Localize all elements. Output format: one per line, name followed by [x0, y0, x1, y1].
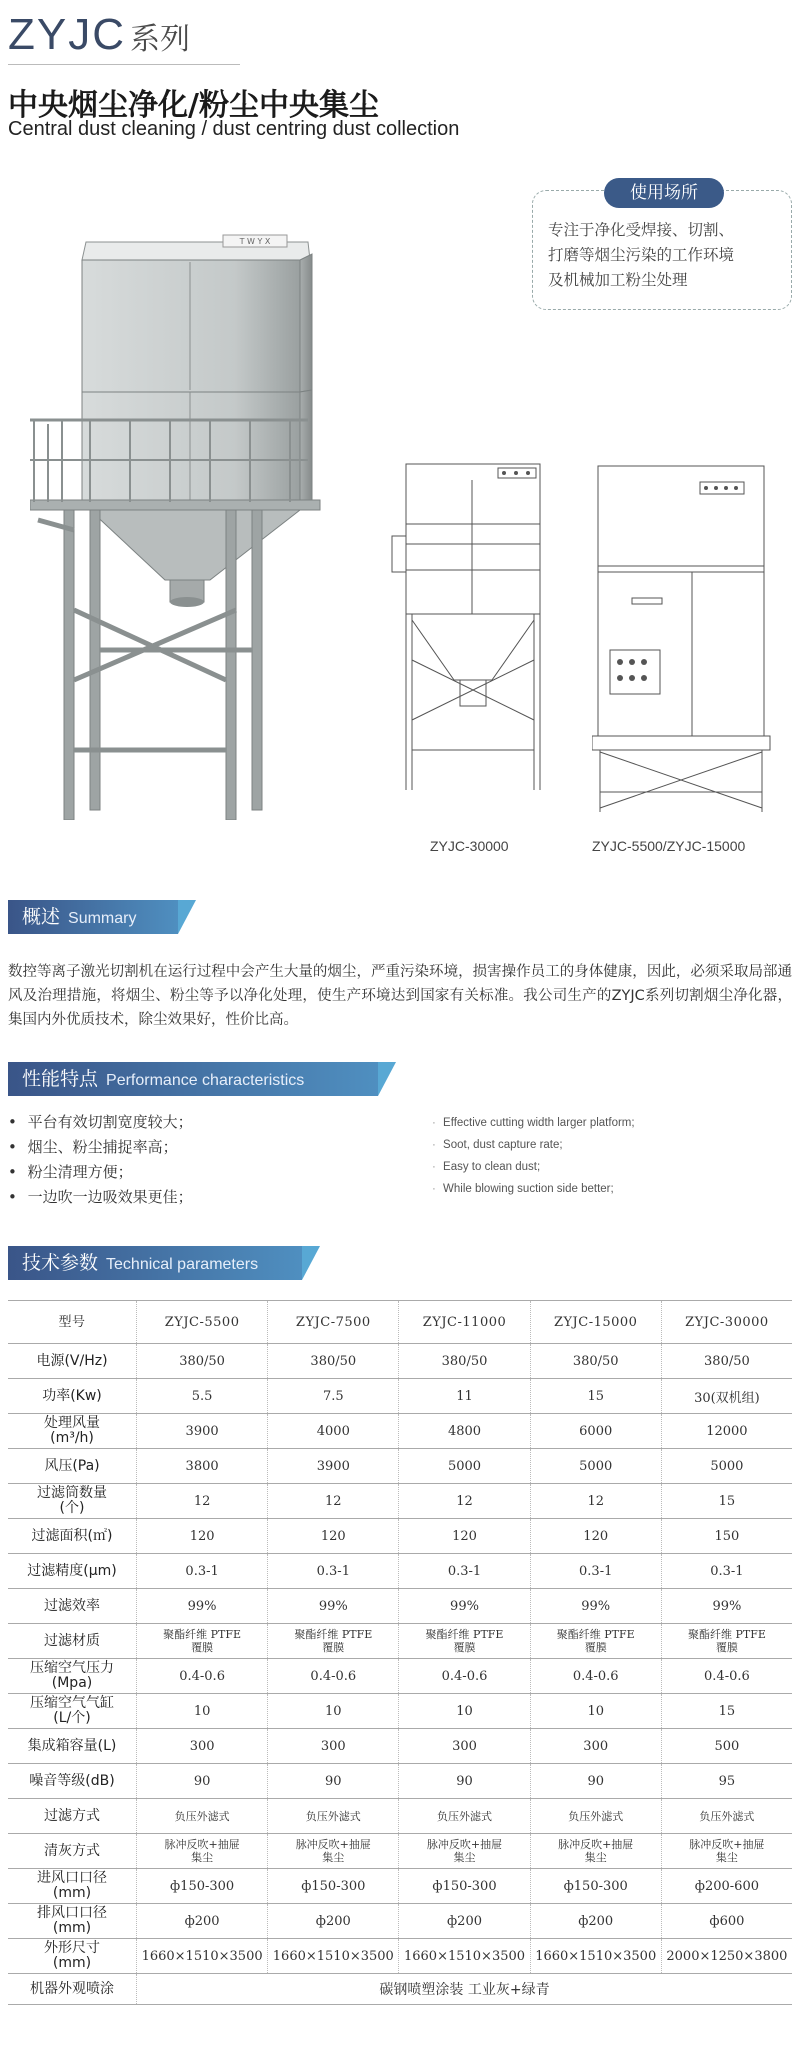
- table-row: [8, 1939, 792, 1974]
- table-cell: 3900: [268, 1449, 399, 1484]
- table-cell: 负压外滤式: [530, 1799, 661, 1834]
- table-row: [8, 1484, 792, 1519]
- table-cell: 0.4-0.6: [268, 1659, 399, 1694]
- usage-line: 专注于净化受焊接、切割、: [548, 221, 735, 239]
- table-footer-row: [8, 1974, 792, 2005]
- table-cell: 380/50: [268, 1344, 399, 1379]
- drawing-zyjc-30000: [388, 460, 548, 800]
- table-cell: 500: [661, 1729, 792, 1764]
- table-cell: ф200: [530, 1904, 661, 1939]
- table-cell: 聚酯纤维 PTFE 覆膜: [137, 1624, 268, 1659]
- table-cell: 脉冲反吹+抽屉 集尘: [530, 1834, 661, 1869]
- table-row: [8, 1834, 792, 1869]
- table-cell: 5000: [399, 1449, 530, 1484]
- row-label: 过滤精度(μm): [8, 1554, 137, 1589]
- series-code: ZYJC: [8, 10, 126, 59]
- table-cell: 负压外滤式: [661, 1799, 792, 1834]
- table-cell: 15: [661, 1484, 792, 1519]
- table-cell: ф200: [137, 1904, 268, 1939]
- column-header: ZYJC-7500: [268, 1301, 399, 1344]
- table-cell: 11: [399, 1379, 530, 1414]
- table-cell: 12000: [661, 1414, 792, 1449]
- table-cell: 脉冲反吹+抽屉 集尘: [399, 1834, 530, 1869]
- table-row: [8, 1764, 792, 1799]
- table-cell: 1660×1510×3500: [530, 1939, 661, 1974]
- table-cell: 7.5: [268, 1379, 399, 1414]
- table-row: [8, 1589, 792, 1624]
- table-cell: 12: [399, 1484, 530, 1519]
- table-cell: 10: [530, 1694, 661, 1729]
- list-item: · Easy to clean dust;: [432, 1156, 635, 1178]
- usage-text: [548, 218, 784, 293]
- table-row: [8, 1659, 792, 1694]
- row-label: 过滤效率: [8, 1589, 137, 1624]
- technical-heading-en: Technical parameters: [106, 1256, 259, 1273]
- row-label: 处理风量 (m³/h): [8, 1414, 137, 1449]
- table-cell: 脉冲反吹+抽屉 集尘: [268, 1834, 399, 1869]
- table-cell: 脉冲反吹+抽屉 集尘: [137, 1834, 268, 1869]
- table-cell: 碳钢喷塑涂装 工业灰+绿青: [137, 1974, 793, 2005]
- table-row: [8, 1414, 792, 1449]
- table-cell: 150: [661, 1519, 792, 1554]
- table-cell: 120: [399, 1519, 530, 1554]
- table-row: [8, 1554, 792, 1589]
- table-cell: 4000: [268, 1414, 399, 1449]
- table-cell: 2000×1250×3800: [661, 1939, 792, 1974]
- table-cell: ф150-300: [137, 1869, 268, 1904]
- table-cell: 脉冲反吹+抽屉 集尘: [661, 1834, 792, 1869]
- row-label: 风压(Pa): [8, 1449, 137, 1484]
- table-row: [8, 1449, 792, 1484]
- table-row: [8, 1869, 792, 1904]
- usage-line: 打磨等烟尘污染的工作环境: [548, 246, 735, 264]
- series-suffix: 系列: [130, 23, 190, 56]
- title-divider: [8, 64, 240, 65]
- table-cell: 5000: [661, 1449, 792, 1484]
- summary-text: 数控等离子激光切割机在运行过程中会产生大量的烟尘，严重污染环境，损害操作员工的身体健康，因此，必须采取局部通风及治理措施，将烟尘、粉尘等予以净化处理，使生产环境达到国家有关标准。我公司生产的ZYJC系列切割烟尘净化器，集国内外优质技术，除尘效果好，性价比高。: [8, 964, 792, 1028]
- performance-list-en: [432, 1112, 635, 1200]
- column-header: ZYJC-11000: [399, 1301, 530, 1344]
- table-cell: 3800: [137, 1449, 268, 1484]
- table-cell: ф150-300: [268, 1869, 399, 1904]
- page-subtitle: Central dust cleaning / dust centring dust collection: [8, 118, 460, 140]
- table-cell: 负压外滤式: [137, 1799, 268, 1834]
- table-cell: 0.3-1: [530, 1554, 661, 1589]
- series-title: [8, 10, 190, 60]
- technical-heading: [8, 1246, 302, 1280]
- list-item: • 一边吹一边吸效果更佳；: [8, 1185, 193, 1210]
- summary-heading: [8, 900, 178, 934]
- table-cell: 负压外滤式: [399, 1799, 530, 1834]
- table-cell: 10: [137, 1694, 268, 1729]
- table-cell: ф200: [399, 1904, 530, 1939]
- row-label: 过滤方式: [8, 1799, 137, 1834]
- row-label: 过滤面积(㎡): [8, 1519, 137, 1554]
- row-label: 噪音等级(dB): [8, 1764, 137, 1799]
- table-cell: 380/50: [137, 1344, 268, 1379]
- list-item: · Effective cutting width larger platform;: [432, 1112, 635, 1134]
- table-cell: 0.4-0.6: [137, 1659, 268, 1694]
- table-cell: 300: [530, 1729, 661, 1764]
- table-row: [8, 1379, 792, 1414]
- table-cell: 聚酯纤维 PTFE 覆膜: [399, 1624, 530, 1659]
- table-cell: 90: [530, 1764, 661, 1799]
- table-cell: 0.3-1: [399, 1554, 530, 1589]
- table-cell: 12: [530, 1484, 661, 1519]
- table-cell: 380/50: [530, 1344, 661, 1379]
- column-header: ZYJC-30000: [661, 1301, 792, 1344]
- table-cell: 0.4-0.6: [399, 1659, 530, 1694]
- table-cell: ф200-600: [661, 1869, 792, 1904]
- table-cell: 99%: [268, 1589, 399, 1624]
- table-cell: 99%: [137, 1589, 268, 1624]
- table-cell: 5000: [530, 1449, 661, 1484]
- row-label: 集成箱容量(L): [8, 1729, 137, 1764]
- column-header: ZYJC-15000: [530, 1301, 661, 1344]
- table-cell: 300: [137, 1729, 268, 1764]
- performance-heading-cn: 性能特点: [22, 1068, 99, 1090]
- row-label: 电源(V/Hz): [8, 1344, 137, 1379]
- performance-list-cn: [8, 1110, 193, 1210]
- row-label: 功率(Kw): [8, 1379, 137, 1414]
- table-row: [8, 1729, 792, 1764]
- row-label: 外形尺寸 (mm): [8, 1939, 137, 1974]
- table-cell: 90: [399, 1764, 530, 1799]
- table-cell: 120: [268, 1519, 399, 1554]
- summary-heading-en: Summary: [68, 910, 137, 927]
- figure-label-a: ZYJC-30000: [430, 838, 509, 854]
- performance-heading-en: Performance characteristics: [106, 1072, 305, 1089]
- column-header-model: 型号: [8, 1301, 137, 1344]
- table-cell: 1660×1510×3500: [137, 1939, 268, 1974]
- usage-line: 及机械加工粉尘处理: [548, 271, 688, 289]
- performance-heading-tail: [378, 1062, 396, 1096]
- row-label: 压缩空气气缸 (L/个): [8, 1694, 137, 1729]
- table-cell: 300: [268, 1729, 399, 1764]
- table-cell: 99%: [399, 1589, 530, 1624]
- table-cell: 聚酯纤维 PTFE 覆膜: [661, 1624, 792, 1659]
- row-label: 压缩空气压力 (Mpa): [8, 1659, 137, 1694]
- table-header-row: [8, 1301, 792, 1344]
- summary-heading-cn: 概述: [22, 906, 61, 928]
- row-label: 清灰方式: [8, 1834, 137, 1869]
- row-label: 过滤筒数量 (个): [8, 1484, 137, 1519]
- table-cell: 1660×1510×3500: [399, 1939, 530, 1974]
- list-item: · Soot, dust capture rate;: [432, 1134, 635, 1156]
- table-cell: 10: [399, 1694, 530, 1729]
- table-cell: 0.3-1: [268, 1554, 399, 1589]
- table-cell: 15: [661, 1694, 792, 1729]
- table-cell: 0.4-0.6: [661, 1659, 792, 1694]
- table-cell: 6000: [530, 1414, 661, 1449]
- technical-heading-cn: 技术参数: [22, 1252, 99, 1274]
- list-item: • 粉尘清理方便；: [8, 1160, 193, 1185]
- summary-heading-tail: [178, 900, 196, 934]
- list-item: • 平台有效切割宽度较大；: [8, 1110, 193, 1135]
- table-cell: 380/50: [399, 1344, 530, 1379]
- table-row: [8, 1519, 792, 1554]
- table-cell: 聚酯纤维 PTFE 覆膜: [530, 1624, 661, 1659]
- row-label: 过滤材质: [8, 1624, 137, 1659]
- row-label: 排风口口径 (mm): [8, 1904, 137, 1939]
- list-item: • 烟尘、粉尘捕捉率高；: [8, 1135, 193, 1160]
- technical-table: [8, 1300, 792, 2005]
- technical-heading-tail: [302, 1246, 320, 1280]
- table-cell: ф600: [661, 1904, 792, 1939]
- table-row: [8, 1904, 792, 1939]
- table-cell: 0.4-0.6: [530, 1659, 661, 1694]
- table-cell: ф150-300: [399, 1869, 530, 1904]
- table-cell: ф200: [268, 1904, 399, 1939]
- table-cell: 3900: [137, 1414, 268, 1449]
- table-cell: 负压外滤式: [268, 1799, 399, 1834]
- table-cell: 120: [137, 1519, 268, 1554]
- table-cell: 99%: [661, 1589, 792, 1624]
- usage-tag: 使用场所: [604, 178, 724, 208]
- table-cell: 0.3-1: [137, 1554, 268, 1589]
- product-photo: [30, 230, 330, 820]
- drawing-zyjc-5500-15000: [592, 462, 772, 822]
- table-cell: 4800: [399, 1414, 530, 1449]
- table-cell: 0.3-1: [661, 1554, 792, 1589]
- list-item: · While blowing suction side better;: [432, 1178, 635, 1200]
- table-cell: 1660×1510×3500: [268, 1939, 399, 1974]
- table-cell: 30(双机组): [661, 1379, 792, 1414]
- nameplate-text: T W Y X: [239, 237, 271, 246]
- table-cell: 99%: [530, 1589, 661, 1624]
- table-row: [8, 1624, 792, 1659]
- row-label: 进风口口径 (mm): [8, 1869, 137, 1904]
- table-cell: 12: [268, 1484, 399, 1519]
- table-cell: 聚酯纤维 PTFE 覆膜: [268, 1624, 399, 1659]
- table-cell: 90: [137, 1764, 268, 1799]
- column-header: ZYJC-5500: [137, 1301, 268, 1344]
- figure-label-b: ZYJC-5500/ZYJC-15000: [592, 838, 746, 854]
- table-cell: ф150-300: [530, 1869, 661, 1904]
- table-cell: 15: [530, 1379, 661, 1414]
- table-row: [8, 1799, 792, 1834]
- table-cell: 5.5: [137, 1379, 268, 1414]
- table-cell: 120: [530, 1519, 661, 1554]
- row-label: 机器外观喷涂: [8, 1974, 137, 2005]
- table-cell: 10: [268, 1694, 399, 1729]
- table-row: [8, 1694, 792, 1729]
- table-cell: 95: [661, 1764, 792, 1799]
- performance-heading: [8, 1062, 378, 1096]
- table-cell: 90: [268, 1764, 399, 1799]
- page-title: 中央烟尘净化/粉尘中央集尘: [8, 88, 379, 123]
- table-cell: 300: [399, 1729, 530, 1764]
- table-row: [8, 1344, 792, 1379]
- table-cell: 380/50: [661, 1344, 792, 1379]
- table-cell: 12: [137, 1484, 268, 1519]
